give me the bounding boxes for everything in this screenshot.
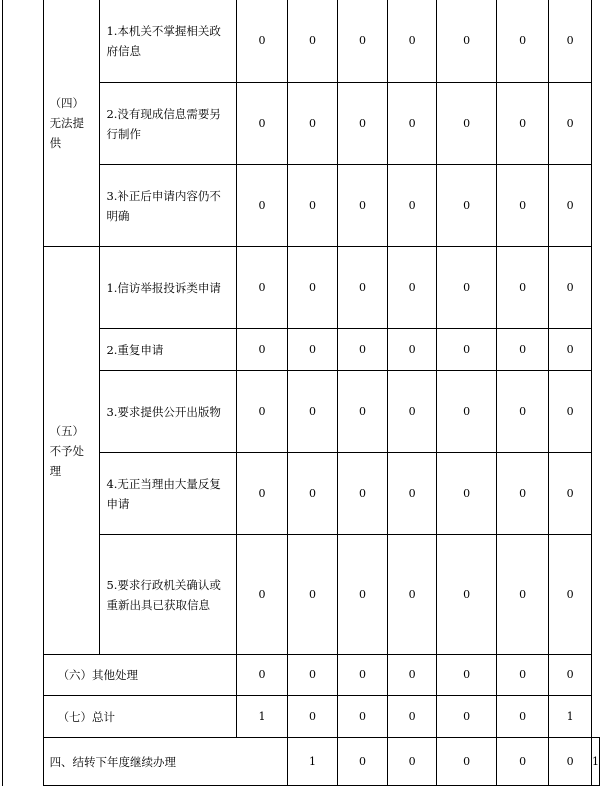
value-cell: 0 bbox=[549, 535, 592, 655]
value-cell: 0 bbox=[496, 329, 549, 371]
value-cell: 0 bbox=[387, 535, 437, 655]
value-cell: 0 bbox=[338, 83, 388, 165]
value-cell: 0 bbox=[496, 371, 549, 453]
value-cell: 0 bbox=[437, 453, 496, 535]
value-cell: 1 bbox=[549, 696, 592, 738]
value-cell: 0 bbox=[237, 247, 288, 329]
value-cell: 0 bbox=[437, 329, 496, 371]
value-cell: 0 bbox=[496, 165, 549, 247]
group-label-not-processed: （五）不予处理 bbox=[43, 247, 100, 655]
value-cell: 0 bbox=[387, 696, 437, 738]
value-cell: 0 bbox=[338, 165, 388, 247]
value-cell: 0 bbox=[338, 371, 388, 453]
value-cell: 0 bbox=[338, 453, 388, 535]
value-cell: 0 bbox=[496, 535, 549, 655]
value-cell: 0 bbox=[437, 535, 496, 655]
value-cell: 0 bbox=[496, 696, 549, 738]
table-row bbox=[3, 247, 600, 329]
value-cell: 0 bbox=[437, 247, 496, 329]
value-cell: 0 bbox=[287, 453, 338, 535]
value-cell: 0 bbox=[496, 453, 549, 535]
value-cell: 0 bbox=[549, 0, 592, 83]
value-cell: 0 bbox=[437, 0, 496, 83]
value-cell: 0 bbox=[387, 165, 437, 247]
value-cell: 0 bbox=[437, 738, 496, 786]
value-cell: 0 bbox=[549, 655, 592, 696]
item-label: 4.无正当理由大量反复申请 bbox=[100, 453, 237, 535]
value-cell: 0 bbox=[338, 696, 388, 738]
value-cell: 0 bbox=[287, 165, 338, 247]
value-cell: 1 bbox=[237, 696, 288, 738]
item-label: 3.要求提供公开出版物 bbox=[100, 371, 237, 453]
value-cell: 0 bbox=[496, 83, 549, 165]
value-cell: 0 bbox=[437, 371, 496, 453]
value-cell: 0 bbox=[496, 655, 549, 696]
value-cell: 0 bbox=[387, 247, 437, 329]
total-label: （七）总计 bbox=[43, 696, 237, 738]
value-cell: 0 bbox=[237, 83, 288, 165]
value-cell: 0 bbox=[496, 247, 549, 329]
table-row bbox=[3, 0, 600, 83]
value-cell: 0 bbox=[287, 696, 338, 738]
value-cell: 0 bbox=[338, 738, 388, 786]
value-cell: 0 bbox=[338, 247, 388, 329]
value-cell: 0 bbox=[338, 655, 388, 696]
value-cell: 0 bbox=[496, 0, 549, 83]
item-label: 3.补正后申请内容仍不明确 bbox=[100, 165, 237, 247]
value-cell: 0 bbox=[549, 329, 592, 371]
value-cell: 0 bbox=[338, 329, 388, 371]
value-cell: 0 bbox=[387, 0, 437, 83]
value-cell: 0 bbox=[237, 453, 288, 535]
value-cell: 0 bbox=[287, 371, 338, 453]
value-cell: 0 bbox=[387, 655, 437, 696]
value-cell: 0 bbox=[549, 247, 592, 329]
value-cell: 0 bbox=[237, 0, 288, 83]
value-cell: 1 bbox=[592, 738, 600, 786]
value-cell: 0 bbox=[437, 165, 496, 247]
value-cell: 0 bbox=[437, 83, 496, 165]
value-cell: 0 bbox=[387, 371, 437, 453]
value-cell: 0 bbox=[287, 655, 338, 696]
item-label: 2.没有现成信息需要另行制作 bbox=[100, 83, 237, 165]
value-cell: 0 bbox=[549, 165, 592, 247]
value-cell: 0 bbox=[496, 738, 549, 786]
value-cell: 0 bbox=[549, 371, 592, 453]
table-row bbox=[3, 655, 600, 696]
value-cell: 0 bbox=[237, 535, 288, 655]
value-cell: 0 bbox=[237, 165, 288, 247]
value-cell: 1 bbox=[287, 738, 338, 786]
other-processing-label: （六）其他处理 bbox=[43, 655, 237, 696]
value-cell: 0 bbox=[237, 371, 288, 453]
value-cell: 0 bbox=[387, 83, 437, 165]
value-cell: 0 bbox=[387, 453, 437, 535]
value-cell: 0 bbox=[287, 83, 338, 165]
group-label-cannot-provide: （四）无法提供 bbox=[43, 0, 100, 247]
value-cell: 0 bbox=[237, 655, 288, 696]
value-cell: 0 bbox=[338, 535, 388, 655]
item-label: 1.本机关不掌握相关政府信息 bbox=[100, 0, 237, 83]
table-row bbox=[3, 696, 600, 738]
statistics-table bbox=[2, 0, 600, 786]
value-cell: 0 bbox=[338, 0, 388, 83]
value-cell: 0 bbox=[287, 0, 338, 83]
value-cell: 0 bbox=[549, 738, 592, 786]
value-cell: 0 bbox=[387, 329, 437, 371]
value-cell: 0 bbox=[287, 247, 338, 329]
value-cell: 0 bbox=[287, 329, 338, 371]
value-cell: 0 bbox=[437, 655, 496, 696]
value-cell: 0 bbox=[549, 83, 592, 165]
left-margin-cell bbox=[3, 0, 44, 786]
item-label: 1.信访举报投诉类申请 bbox=[100, 247, 237, 329]
value-cell: 0 bbox=[549, 453, 592, 535]
value-cell: 0 bbox=[387, 738, 437, 786]
carry-over-label: 四、结转下年度继续办理 bbox=[43, 738, 287, 786]
table-row bbox=[3, 738, 600, 786]
item-label: 5.要求行政机关确认或重新出具已获取信息 bbox=[100, 535, 237, 655]
value-cell: 0 bbox=[437, 696, 496, 738]
item-label: 2.重复申请 bbox=[100, 329, 237, 371]
value-cell: 0 bbox=[287, 535, 338, 655]
value-cell: 0 bbox=[237, 329, 288, 371]
